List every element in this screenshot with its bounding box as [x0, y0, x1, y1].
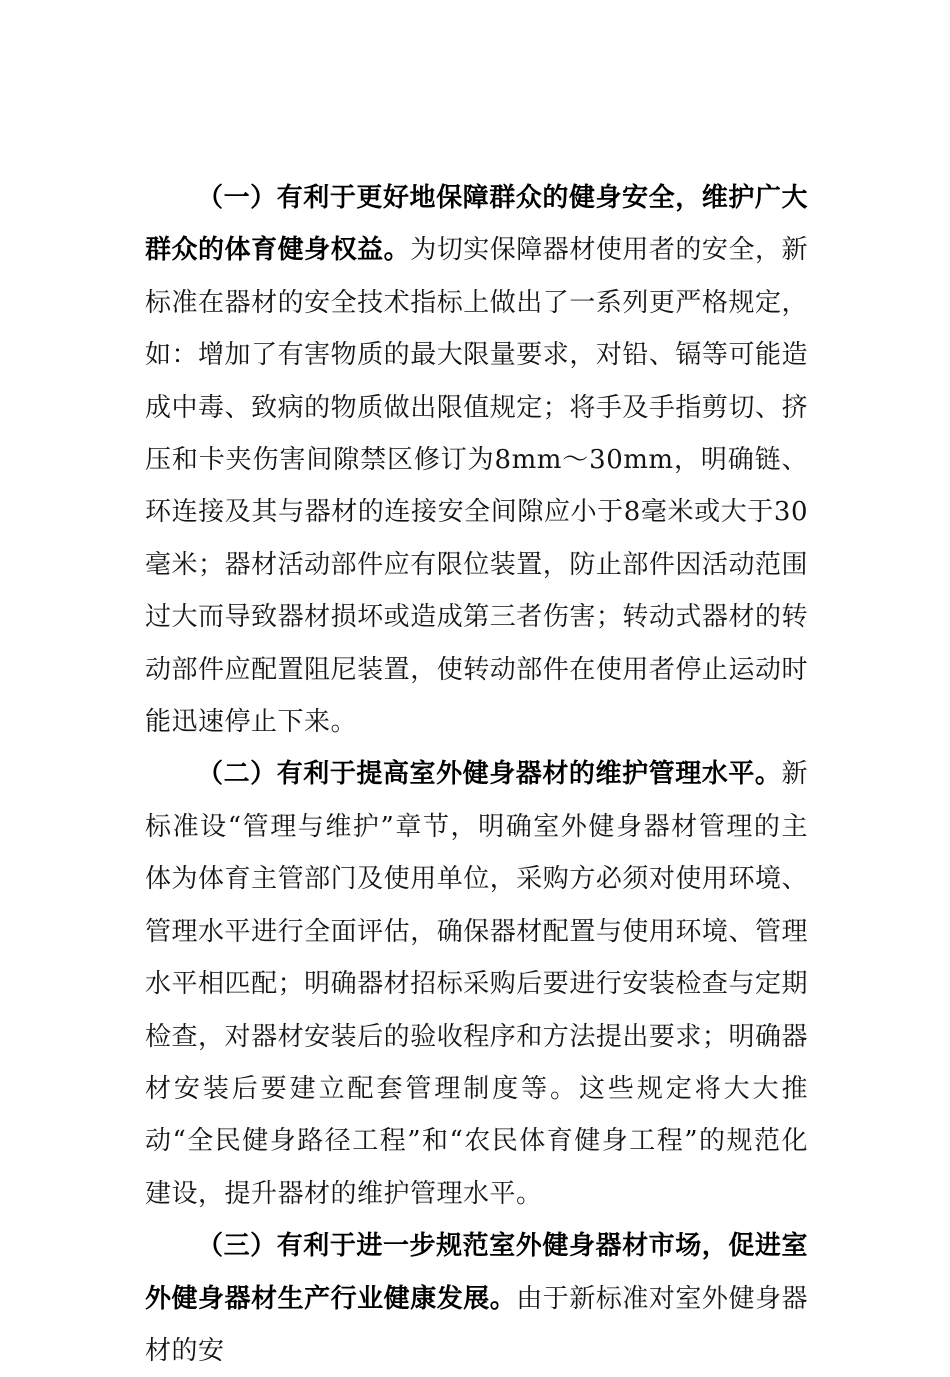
paragraph-1 [145, 172, 808, 748]
paragraph-3 [145, 1220, 808, 1377]
paragraph-3-body: 由于新标准对室外健身器材的安 [145, 1283, 808, 1366]
paragraph-2 [145, 748, 808, 1220]
paragraph-1-heading: （一）有利于更好地保障群众的健身安全，维护广大群众的体育健身权益。 [145, 183, 808, 266]
document-body [145, 172, 808, 1377]
paragraph-1-body: 为切实保障器材使用者的安全，新标准在器材的安全技术指标上做出了一系列更严格规定，如：增加了有害物质的最大限量要求，对铅、镉等可能造成中毒、致病的物质做出限值规定；将手及手指剪切、挤压和卡夹伤害间隙禁区修订为8mm～30mm，明确链、环连接及其与器材的连接安全间隙应小于8毫米或大于30毫米；器材活动部件应有限位装置，防止部件因活动范围过大而导致器材损坏或造成第三者伤害；转动式器材的转动部件应配置阻尼装置，使转动部件在使用者停止运动时能迅速停止下来。 [145, 235, 808, 738]
paragraph-2-body: 新标准设“管理与维护”章节，明确室外健身器材管理的主体为体育主管部门及使用单位，采购方必须对使用环境、管理水平进行全面评估，确保器材配置与使用环境、管理水平相匹配；明确器材招标采购后要进行安装检查与定期检查，对器材安装后的验收程序和方法提出要求；明确器材安装后要建立配套管理制度等。这些规定将大大推动“全民健身路径工程”和“农民体育健身工程”的规范化建设，提升器材的维护管理水平。 [145, 759, 808, 1209]
paragraph-2-heading: （二）有利于提高室外健身器材的维护管理水平。 [197, 759, 782, 790]
paragraph-3-heading: （三）有利于进一步规范室外健身器材市场，促进室外健身器材生产行业健康发展。 [145, 1231, 808, 1314]
